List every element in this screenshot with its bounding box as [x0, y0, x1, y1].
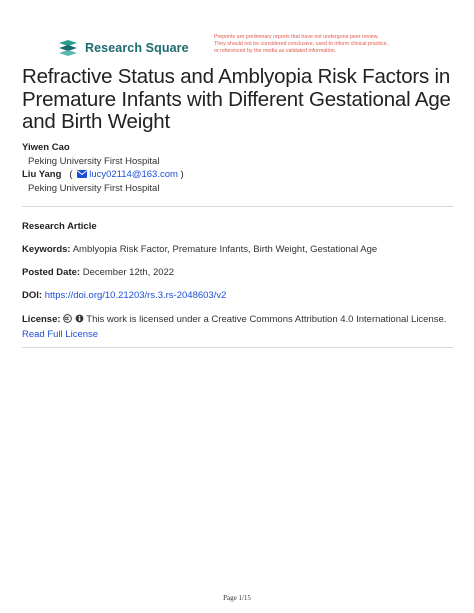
disclaimer-line: They should not be considered conclusive, used to inform clinical practice, — [214, 41, 389, 47]
logo-text: Research Square — [85, 41, 189, 55]
author-email-group: ( lucy02114@163.com ) — [69, 169, 184, 180]
author-name: Yiwen Cao — [22, 142, 70, 153]
license-text: This work is licensed under a Creative Commons Attribution 4.0 International License. — [86, 314, 447, 325]
posted-date-row — [22, 267, 174, 278]
keywords-label: Keywords: — [22, 244, 71, 255]
divider — [22, 347, 453, 348]
author-affiliation: Peking University First Hospital — [28, 183, 160, 194]
envelope-icon — [77, 170, 87, 178]
paper-title: Refractive Status and Amblyopia Risk Factors in Premature Infants with Different Gestational Age and Birth Weight — [22, 65, 451, 133]
doi-row — [22, 290, 226, 301]
research-square-logo-mark-icon — [57, 39, 79, 57]
disclaimer-line: Preprints are preliminary reports that have not undergone peer review. — [214, 34, 379, 40]
research-square-logo[interactable] — [57, 38, 189, 58]
doi-label: DOI: — [22, 290, 43, 301]
posted-date-value: December 12th, 2022 — [82, 267, 175, 278]
doi-link[interactable]: https://doi.org/10.21203/rs.3.rs-2048603/v2 — [44, 290, 227, 301]
preprint-disclaimer — [214, 34, 464, 55]
author-name: Liu Yang — [22, 169, 62, 180]
divider — [22, 206, 453, 207]
article-type-value: Research Article — [22, 221, 97, 232]
author-email-link[interactable]: lucy02114@163.com — [89, 169, 178, 180]
attribution-icon — [75, 314, 84, 323]
license-label: License: — [22, 314, 61, 325]
creative-commons-icon — [63, 314, 72, 323]
keywords-value: Amblyopia Risk Factor, Premature Infants, Birth Weight, Gestational Age — [72, 244, 378, 255]
keywords-row — [22, 244, 377, 255]
author-entry — [22, 169, 184, 180]
page-number: Page 1/15 — [223, 594, 251, 602]
disclaimer-line: or referenced by the media as validated information. — [214, 48, 337, 54]
author-affiliation: Peking University First Hospital — [28, 156, 160, 167]
license-row — [22, 314, 446, 325]
read-full-license-link[interactable]: Read Full License — [22, 329, 99, 340]
posted-date-label: Posted Date: — [22, 267, 81, 278]
article-type — [22, 221, 97, 232]
